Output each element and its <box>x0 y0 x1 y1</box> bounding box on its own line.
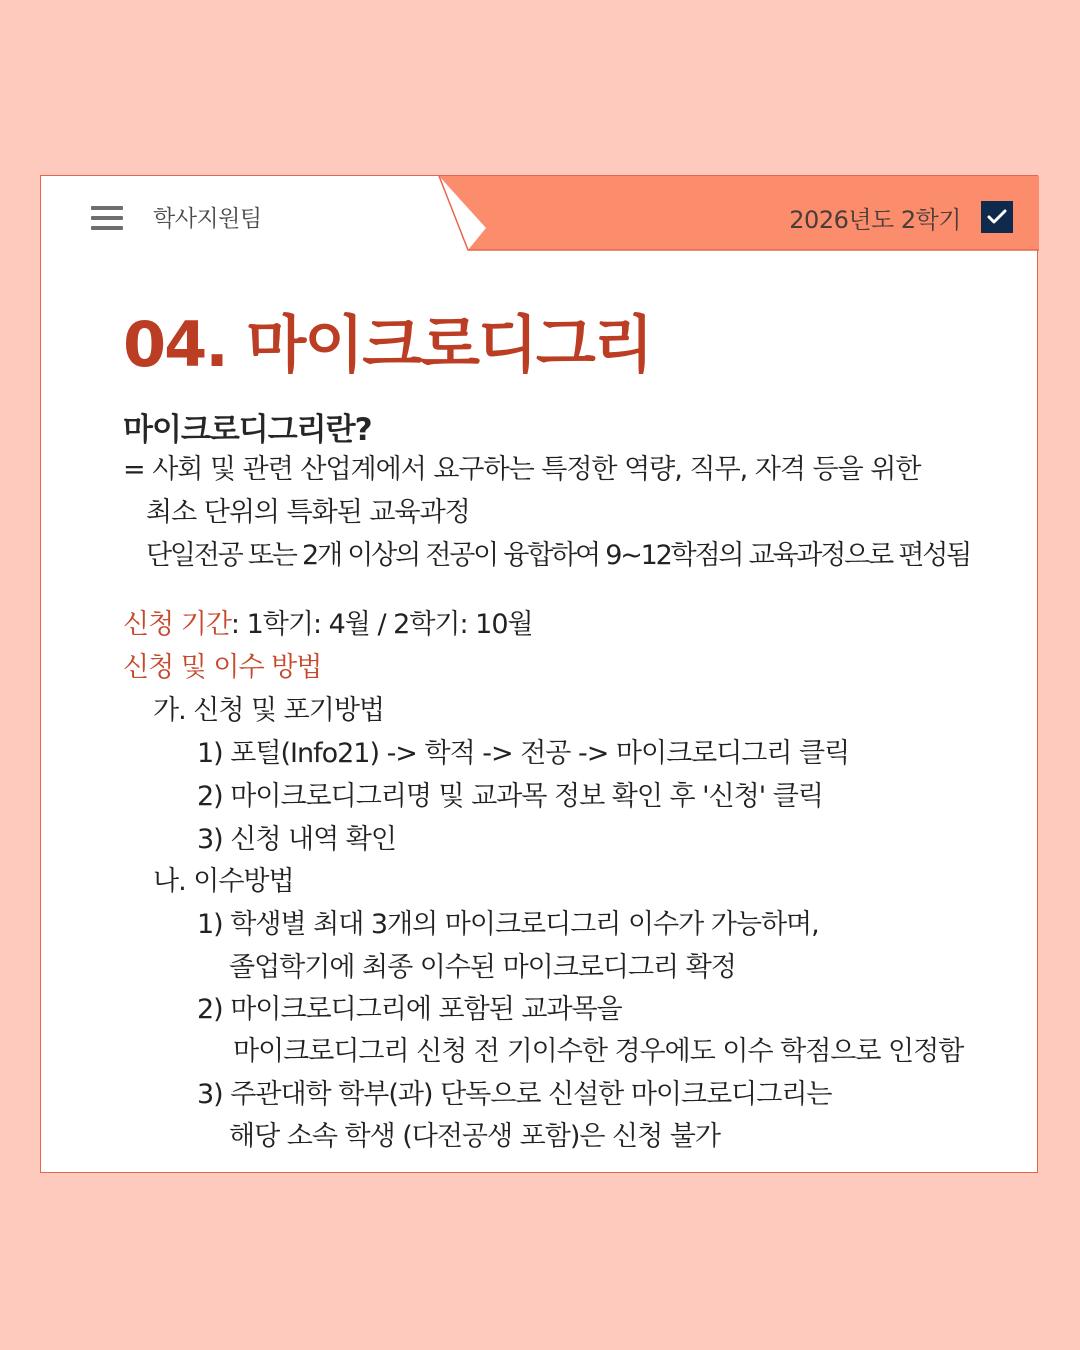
complete-step: 1) 학생별 최대 3개의 마이크로디그리 이수가 가능하며, <box>197 909 819 940</box>
complete-heading: 나. 이수방법 <box>153 866 294 897</box>
team-name: 학사지원팀 <box>153 206 262 232</box>
complete-step: 2) 마이크로디그리에 포함된 교과목을 <box>197 994 622 1025</box>
checkmark-icon[interactable] <box>981 201 1013 233</box>
period-row <box>123 609 533 641</box>
complete-step: 해당 소속 학생 (다전공생 포함)은 신청 불가 <box>229 1121 720 1152</box>
complete-step: 3) 주관대학 학부(과) 단독으로 신설한 마이크로디그리는 <box>197 1079 832 1110</box>
definition-line: 단일전공 또는 2개 이상의 전공이 융합하여 9~12학점의 교육과정으로 편성됨 <box>146 540 970 571</box>
definition-line: 최소 단위의 특화된 교육과정 <box>146 497 470 528</box>
complete-step: 졸업학기에 최종 이수된 마이크로디그리 확정 <box>229 952 736 983</box>
definition-line: = 사회 및 관련 산업계에서 요구하는 특정한 역량, 직무, 자격 등을 위한 <box>123 454 921 485</box>
method-heading: 신청 및 이수 방법 <box>123 652 322 683</box>
semester-label: 2026년도 2학기 <box>789 206 961 234</box>
page-title: 04. 마이크로디그리 <box>123 308 652 381</box>
period-value: : 1학기: 4월 / 2학기: 10월 <box>230 609 533 640</box>
complete-step: 마이크로디그리 신청 전 기이수한 경우에도 이수 학점으로 인정함 <box>233 1036 964 1067</box>
definition-heading: 마이크로디그리란? <box>123 412 372 448</box>
apply-step: 2) 마이크로디그리명 및 교과목 정보 확인 후 '신청' 클릭 <box>197 781 823 812</box>
content-card <box>40 175 1038 1173</box>
apply-step: 3) 신청 내역 확인 <box>197 824 396 855</box>
apply-step: 1) 포털(Info21) -> 학적 -> 전공 -> 마이크로디그리 클릭 <box>197 738 850 769</box>
period-label: 신청 기간 <box>123 609 231 640</box>
hamburger-menu-icon[interactable] <box>91 206 123 230</box>
apply-heading: 가. 신청 및 포기방법 <box>153 695 384 726</box>
